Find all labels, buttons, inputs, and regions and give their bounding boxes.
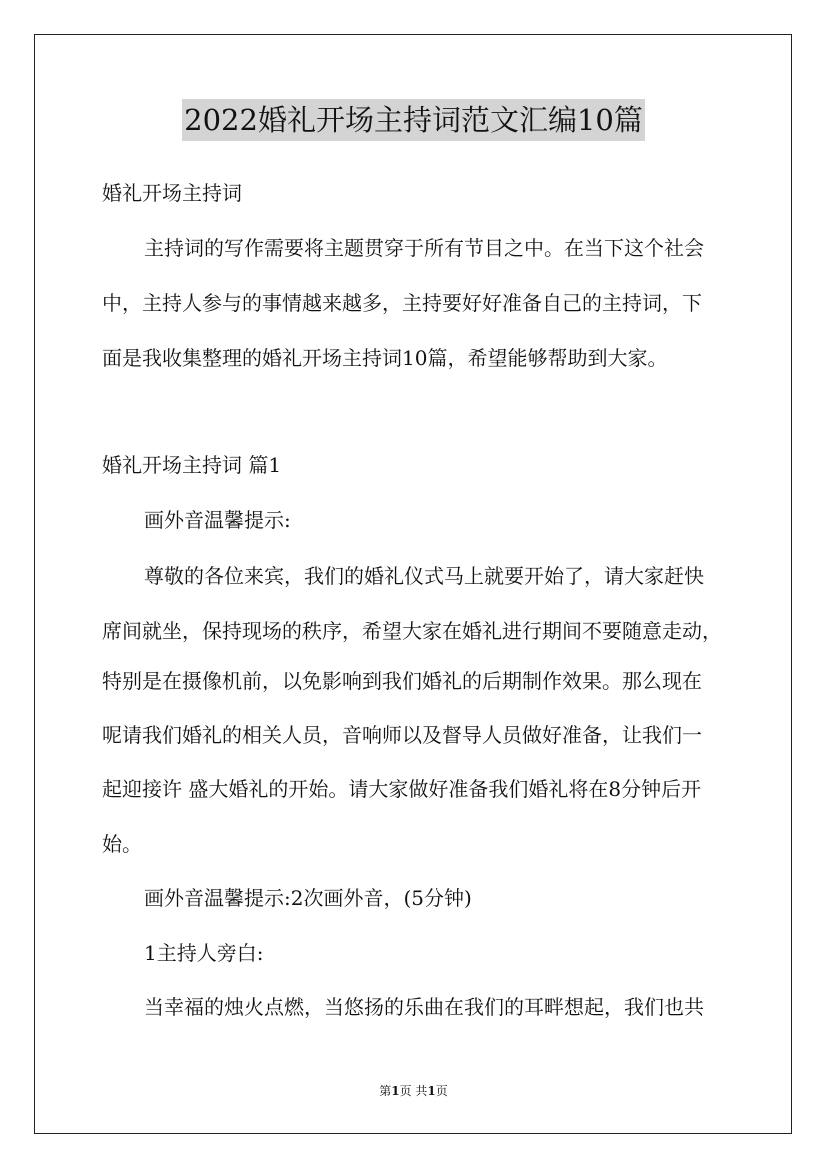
footer-prefix: 第 [379, 1084, 392, 1098]
body-line: 席间就坐，保持现场的秩序，希望大家在婚礼进行期间不要随意走动， [102, 619, 722, 643]
footer-mid: 页 共 [399, 1084, 428, 1098]
body-line: 尊敬的各位来宾，我们的婚礼仪式马上就要开始了，请大家赶快 [144, 564, 704, 588]
footer-page-number: 1 [391, 1084, 400, 1098]
body-line: 特别是在摄像机前，以免影响到我们婚礼的后期制作效果。那么现在 [102, 669, 702, 693]
intro-line: 中，主持人参与的事情越来越多，主持要好好准备自己的主持词，下 [102, 291, 702, 315]
body-line: 画外音温馨提示:2次画外音，(5分钟) [144, 886, 472, 910]
footer-suffix: 页 [435, 1084, 448, 1098]
body-line: 画外音温馨提示: [144, 508, 291, 532]
section-heading: 婚礼开场主持词 [102, 181, 242, 205]
body-line: 当幸福的烛火点燃，当悠扬的乐曲在我们的耳畔想起，我们也共 [144, 995, 704, 1019]
body-line: 始。 [102, 832, 142, 856]
intro-line: 面是我收集整理的婚礼开场主持词10篇，希望能够帮助到大家。 [102, 346, 668, 370]
intro-line: 主持词的写作需要将主题贯穿于所有节目之中。在当下这个社会 [144, 236, 704, 260]
footer-page-total: 1 [427, 1084, 436, 1098]
body-line: 起迎接许 盛大婚礼的开始。请大家做好准备我们婚礼将在8分钟后开 [102, 777, 702, 801]
section-heading: 婚礼开场主持词 篇1 [102, 453, 282, 477]
page-footer [0, 1083, 827, 1099]
body-line: 1主持人旁白: [144, 941, 264, 965]
body-line: 呢请我们婚礼的相关人员，音响师以及督导人员做好准备，让我们一 [102, 723, 702, 747]
document-title: 2022婚礼开场主持词范文汇编10篇 [182, 99, 645, 141]
title-container [0, 99, 827, 141]
